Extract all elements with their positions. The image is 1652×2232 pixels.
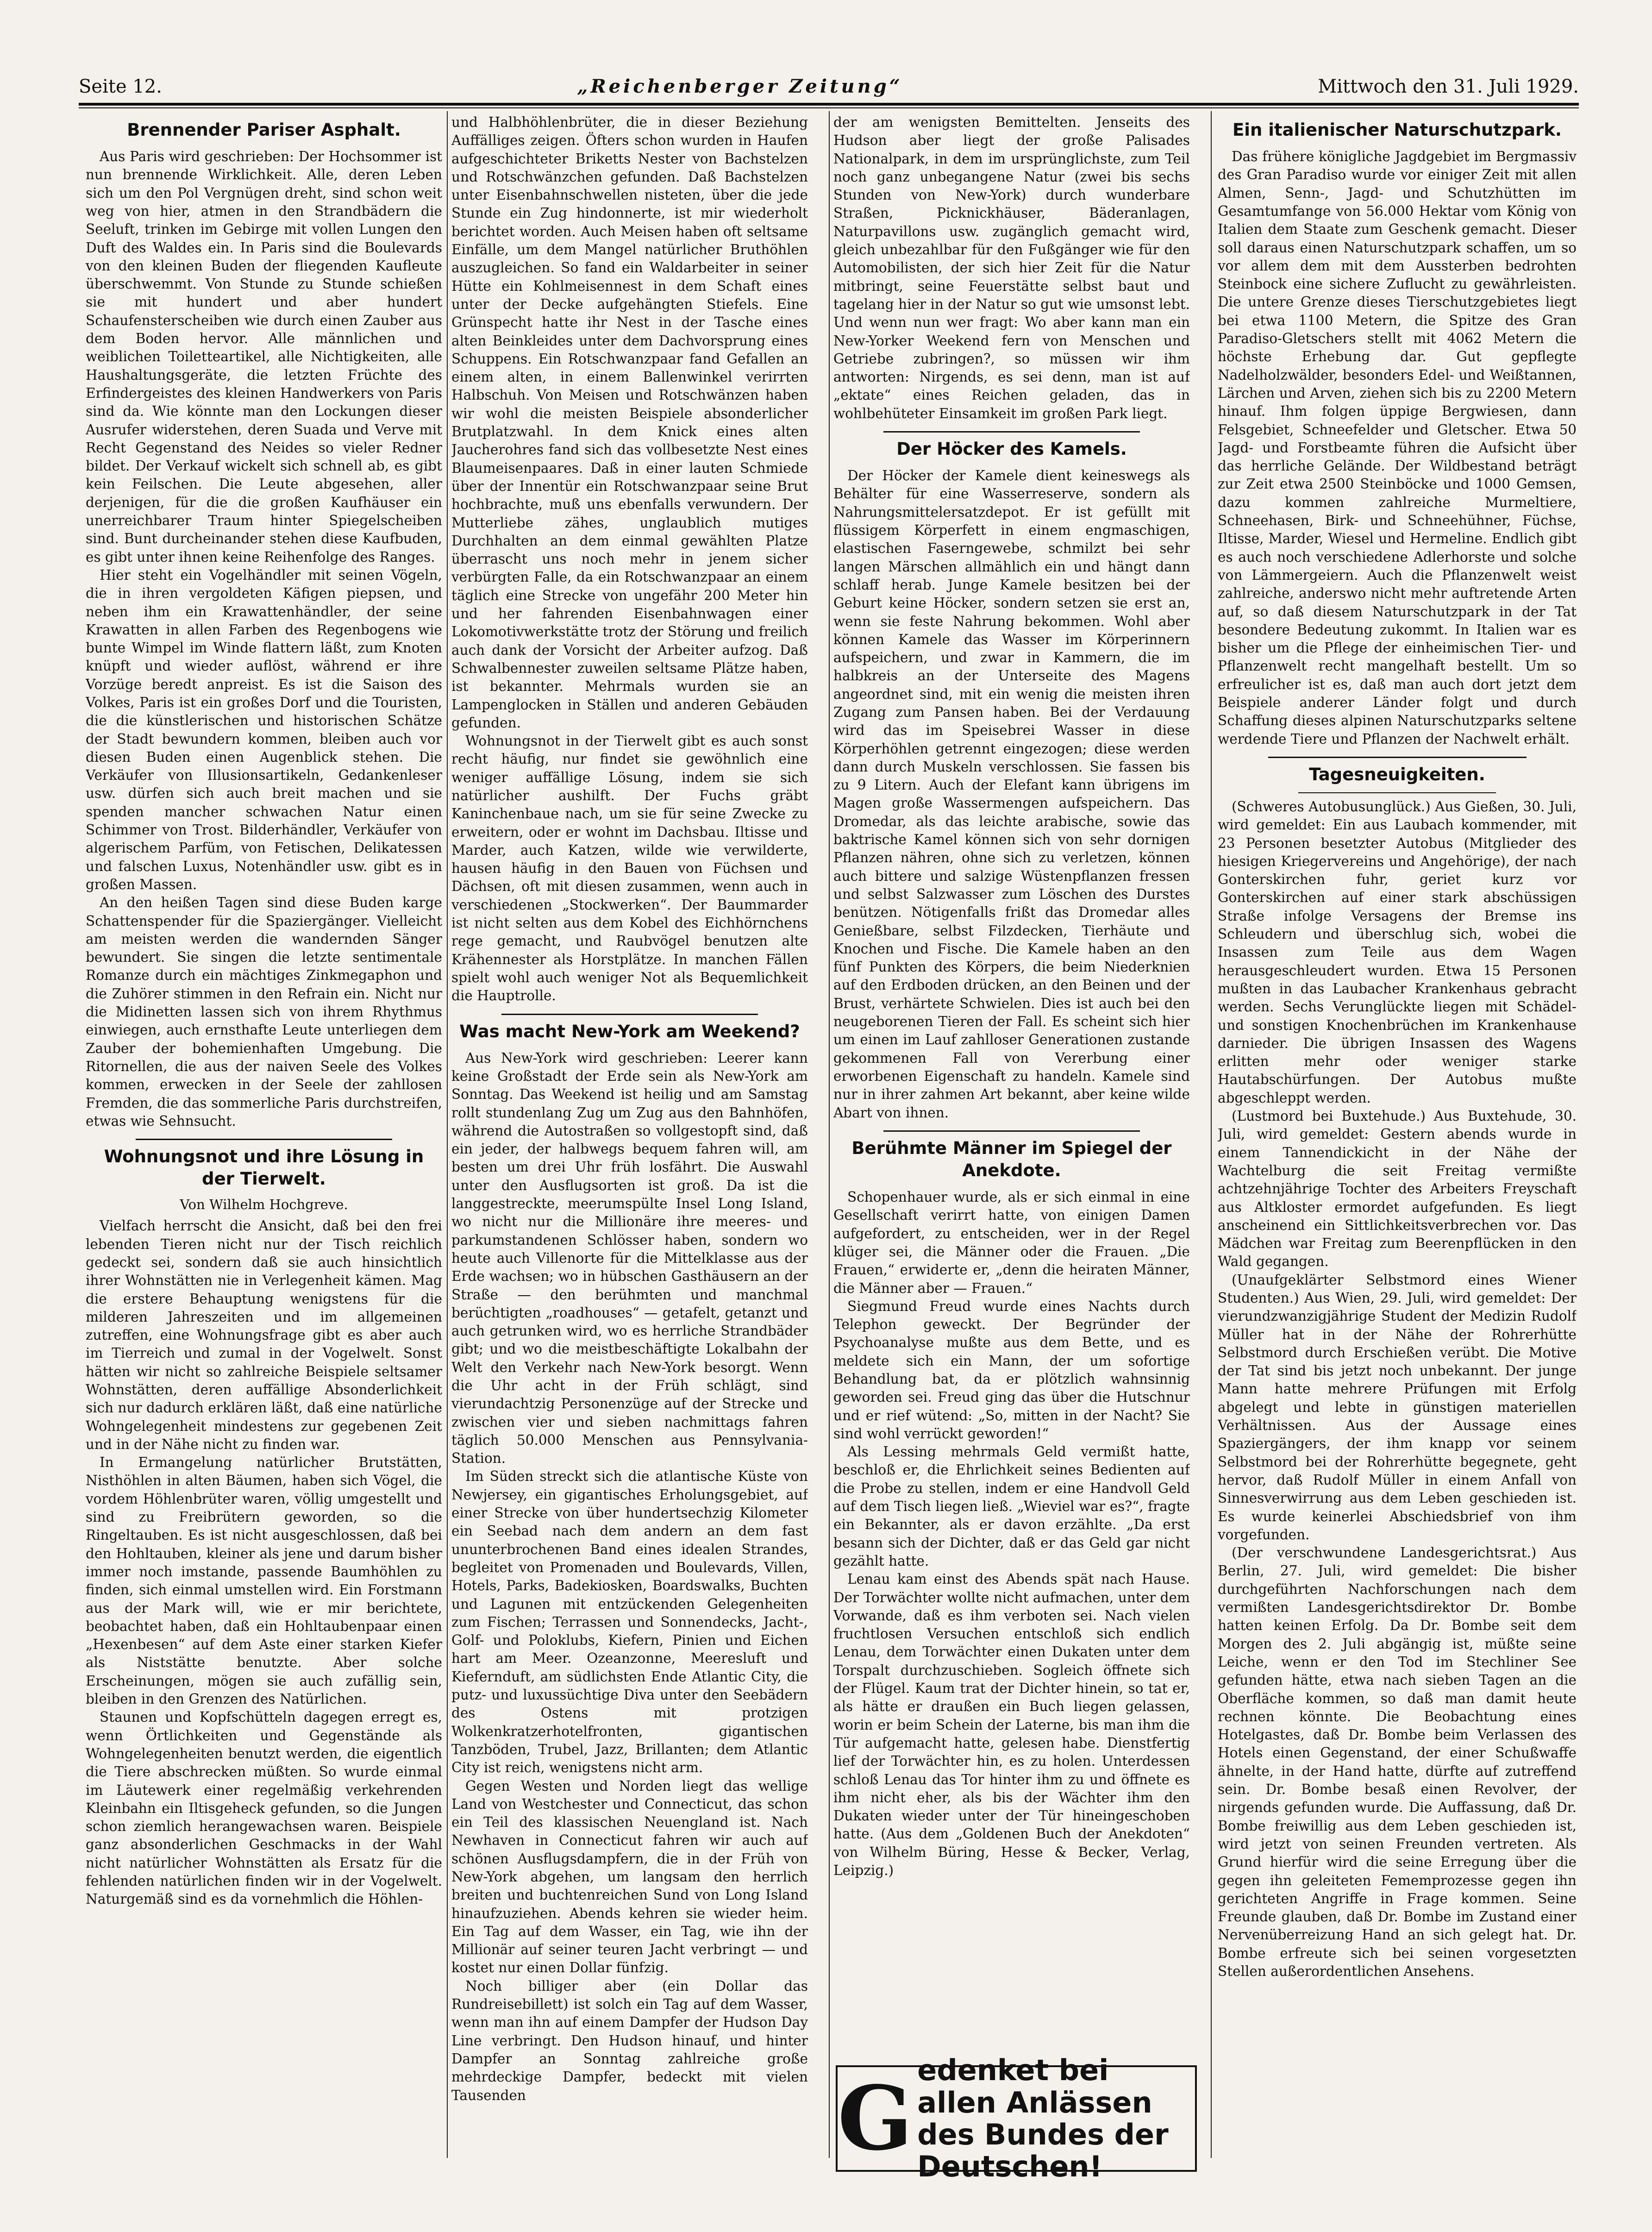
column-rule xyxy=(1211,111,1212,2158)
section-headline: Tagesneuigkeiten. xyxy=(1309,764,1485,784)
article-paragraph: und Halbhöhlenbrüter, die in dieser Beziehung Auffälliges zeigen. Öfters schon wurden in Haufen aufgeschichteter Briketts Nester von Bachstelzen und Rotschwänzchen gefunden. Daß Bachstelzen unter Eisenbahnschwellen nisteten, über die jede Stunde ein Zug hindonnerte, ist mir wiederholt berichtet worden. Auch Meisen haben oft seltsame Einfälle, um dem Mangel natürlicher Bruthöhlen auszugleichen. So fand ein Waldarbeiter in seiner Hütte ein Kohlmeisennest in dem Schaft eines unter der Decke aufgehängten Stiefels. Eine Grünspecht hatte ihr Nest in der Tasche eines alten Beinkleides unter dem Dachvorsprung eines Schuppens. Ein Rotschwanzpaar fand Gefallen an einem alten, in einem Ballenwinkel verirrten Halbschuh. Von Meisen und Rotschwänzen haben wir wohl die meisten Beispiele absonderlicher Brutplatzwahl. In dem Knick eines alten Jaucherohres fand sich das vollbesetzte Nest eines Blaumeisenpaares. Daß in einer lauten Schmiede über der Innentür ein Rotschwanzpaar seine Brut hochbrachte, muß uns ebenfalls verwundern. Der Mutterliebe zähes, unglaublich mutiges Durchhalten an dem einmal gewählten Platze überrascht uns noch mehr in jenem sicher verbürgten Falle, da ein Rotschwanzpaar an einem täglich eine Strecke von ungefähr 200 Meter hin und her fahrenden Eisenbahnwagen einer Lokomotivwerkstätte trotz der Störung und freilich auch dank der Vorsicht der Arbeiter aufzog. Daß Schwalbennester zuweilen seltsame Plätze haben, ist bekannter. Mehrmals wurden sie an Lampenglocken in Ställen und anderen Gebäuden gefunden. xyxy=(451,114,808,731)
advertisement-box xyxy=(836,2053,1197,2184)
newspaper-title: „Reichenberger Zeitung“ xyxy=(577,75,903,97)
article-paragraph: An den heißen Tagen sind diese Buden karge Schattenspender für die Spaziergänger. Vielleicht am meisten werden die wandernden Sänger bewundert. Sie singen die letzte sentimentale Romanze durch ein mächtiges Zinkmegaphon und die Zuhörer stimmen in den Refrain ein. Nicht nur die Midinetten lassen sich von ihrem Rhythmus einwiegen, auch ernsthafte Leute unterliegen dem Zauber der bohemienhaften Umgebung. Die Ritornellen, die aus der naiven Seele des Volkes kommen, erwecken in der Seele der zahllosen Fremden, die das sommerliche Paris durchstreifen, etwas wie Sehnsucht. xyxy=(86,895,442,1129)
page-number: Seite 12. xyxy=(79,76,162,97)
article-paragraph: Lenau kam einst des Abends spät nach Hause. Der Torwächter wollte nicht aufmachen, unter dem Vorwande, daß es ihm verboten sei. Nach vielen fruchtlosen Versuchen entschloß sich endlich Lenau, dem Torwächter einen Dukaten unter dem Torspalt durchzuschieben. Sogleich öffnete sich der Flügel. Kaum trat der Dichter hinein, so tat er, als hätte er draußen ein Buch liegen gelassen, worin er beim Schein der Laterne, bis man ihm die Tür aufgemacht hatte, gelesen habe. Dienstfertig lief der Torwächter hin, es zu holen. Unterdessen schloß Lenau das Tor hinter ihm zu und öffnete es ihm nicht eher, als bis der Wächter ihm den Dukaten wieder unter der Tür hineingeschoben hatte. (Aus dem „Goldenen Buch der Anekdoten“ von Wilhelm Büring, Hesse & Becker, Verlag, Leipzig.) xyxy=(833,1571,1190,1878)
ad-text xyxy=(917,2054,1195,2183)
column-2 xyxy=(451,113,808,2169)
article-byline: Von Wilhelm Hochgreve. xyxy=(180,1197,348,1213)
column-4 xyxy=(1218,113,1577,2169)
masthead xyxy=(79,65,1579,97)
article-paragraph: Der Höcker der Kamele dient keineswegs als Behälter für eine Wasserreserve, sondern als Nahrungsmittelersatzdepot. Er ist gefüllt mit flüssigem Körperfett in einem engmaschigen, elastischen Faserngewebe, schmilzt bei sehr langen Märschen allmählich ein und hängt dann schlaff herab. Junge Kamele besitzen bei der Geburt keine Höcker, sondern setzen sie erst an, wenn sie feste Nahrung bekommen. Wohl aber können Kamele das Wasser im Körperinnern aufspeichern, und zwar in Kammern, die im halbkreis an der Unterseite des Magens angeordnet sind, mit ein wenig die meisten ihren Zugang zum Pansen haben. Bei der Verdauung wird das im Speisebrei Wasser in diese Körperhöhlen getrennt eingezogen; diese werden dann durch Muskeln verschlossen. Sie fassen bis zu 9 Litern. Auch der Elefant kann übrigens im Magen große Wassermengen aufspeichern. Das Dromedar, als das leichte arabische, sowie das baktrische Kamel können sich von sehr dornigen Pflanzen nähren, ohne sich zu verletzen, können auch bittere und salzige Wüstenpflanzen fressen und selbst Salzwasser zum Löschen des Durstes benützen. Nötigenfalls frißt das Dromedar alles Genießbare, selbst Filzdecken, Tierhäute und Knochen und Fische. Die Kamele haben an den fünf Punkten des Körpers, die beim Niederknien auf den Erdboden drücken, an den Beinen und der Brust, verhärtete Schwielen. Dies ist auch bei den neugeborenen Tieren der Fall. Es scheint sich hier um einen im Lauf zahlloser Generationen zustande gekommenen Fall von Vererbung einer erworbenen Eigenschaft zu handeln. Kamele sind nur in ihrer zahmen Art bekannt, aber keine wilde Abart von ihnen. xyxy=(833,468,1190,1121)
article-separator xyxy=(136,1139,392,1140)
ad-initial: G xyxy=(838,2067,913,2170)
article-paragraph: Aus Paris wird geschrieben: Der Hochsommer ist nun brennende Wirklichkeit. Alle, deren Leben sich um den Pol Vergnügen dreht, sind schon weit weg von hier, atmen in den Strandbädern die Seeluft, trinken im Gebirge mit vollen Lungen den Duft des Waldes ein. In Paris sind die Boulevards von den kleinen Buden der fliegenden Kaufleute überschwemmt. Von Stunde zu Stunde schießen sie mit hundert und aber hundert Schaufensterscheiben wie durch einen Zauber aus dem Boden hervor. Alle männlichen und weiblichen Toiletteartikel, alle Nichtigkeiten, alle Haushaltungsgeräte, die letzten Früchte des Erfindergeistes des kleinen Handwerkers von Paris sind da. Wie könnte man den Lockungen dieser Ausrufer widerstehen, deren Suada und Verve mit Recht Gegenstand des Neides so vieler Redner bildet. Der Verkauf wickelt sich schnell ab, es gibt kein Feilschen. Die Leute abgesehen, aller derjenigen, für die die großen Kaufhäuser ein unerreichbarer Traum hinter Spiegelscheiben sind. Bunt durcheinander stehen diese Kaufbuden, es gibt unter ihnen keine Reihenfolge des Ranges. xyxy=(86,149,442,565)
masthead-rule-thin xyxy=(79,107,1579,108)
column-3 xyxy=(833,113,1190,2058)
article-paragraph: der am wenigsten Bemittelten. Jenseits des Hudson aber liegt der große Palisades Nationalpark, in dem im ursprünglichste, zum Teil noch ganz unbegangene Natur (zwei bis sechs Stunden von New-York) durch wunderbare Straßen, Picknickhäuser, Bäderanlagen, Naturpavillons usw. zugänglich gemacht wird, gleich unbezahlbar für den Fußgänger wie für den Automobilisten, der sich hier Zeit für die Natur mitbringt, seine Feuerstätte selbst baut und tagelang hier in der Natur so gut wie umsonst lebt. Und wenn nun wer fragt: Wo aber kann man ein New-Yorker Weekend fern von Menschen und Getriebe zubringen?, so müssen wir ihm antworten: Nirgends, es sei denn, man ist auf „ektate“ eines Reichen geladen, das in wohlbehüteter Einsamkeit im großen Park liegt. xyxy=(833,114,1190,421)
article-paragraph: Das frühere königliche Jagdgebiet im Bergmassiv des Gran Paradiso wurde vor einiger Zeit mit allen Almen, Senn-, Jagd- und Schutzhütten im Gesamtumfange von 56.000 Hektar vom König von Italien dem Staate zum Geschenk gemacht. Dieser soll daraus einen Naturschutzpark schaffen, um so vor allem dem mit dem Aussterben bedrohten Steinbock eine sichere Zuflucht zu gewährleisten. Die untere Grenze dieses Tierschutzgebietes liegt bei etwa 1100 Metern, die Spitze des Gran Paradiso-Gletschers stellt mit 4062 Metern die höchste Erhebung dar. Gut gepflegte Nadelholzwälder, besonders Edel- und Weißtannen, Lärchen und Arven, ziehen sich bis zu 2200 Metern hinauf. Ihm folgen üppige Bergwiesen, dann Felsgebiet, Schneefelder und Gletscher. Etwa 50 Jagd- und Forstbeamte führen die Aufsicht über das herrliche Gelände. Der Wildbestand beträgt zur Zeit etwa 2500 Steinböcke und 1000 Gemsen, dazu kommen zahlreiche Murmeltiere, Schneehasen, Birk- und Schneehühner, Füchse, Iltisse, Marder, Wiesel und Hermeline. Endlich gibt es auch noch verschiedene Adlerhorste und solche von Lämmergeiern. Auch die Pflanzenwelt weist zahlreiche, anderswo nicht mehr auftretende Arten auf, so daß diesem Naturschutzpark in der Tat besondere Bedeutung zukommt. In Italien war es bisher um die Pflege der einheimischen Tier- und Pflanzenwelt recht mangelhaft bestellt. Um so erfreulicher ist es, daß man auch dort jetzt dem Beispiele anderer Länder folgt und durch Schaffung dieses alpinen Naturschutzparks seltene werdende Tiere und Pflanzen der Nachwelt erhält. xyxy=(1218,149,1577,747)
article-headline: Wohnungsnot und ihre Lösung in der Tierwelt. xyxy=(104,1147,424,1189)
article-paragraph: Als Lessing mehrmals Geld vermißt hatte, beschloß er, die Ehrlichkeit seines Bedienten auf die Probe zu stellen, indem er eine Handvoll Geld auf dem Tisch liegen ließ. „Wieviel war es?“, fragte ein Bekannter, als er davon erzählte. „Da erst besann sich der Dichter, daß er das Geld gar nicht gezählt hatte. xyxy=(833,1444,1190,1569)
article-headline: Ein italienischer Naturschutzpark. xyxy=(1233,120,1562,140)
ad-line-1: edenket bei allen Anlässen xyxy=(917,2053,1152,2119)
article-headline: Berühmte Männer im Spiegel der Anekdote. xyxy=(851,1138,1172,1180)
article-paragraph: Siegmund Freud wurde eines Nachts durch Telephon geweckt. Der Begründer der Psychoanalyse mußte aus dem Bette, und es meldete sich ein Mann, der um sofortige Behandlung bat, da er plötzlich wahnsinnig geworden sei. Freud ging das über die Hutschnur und er rief wütend: „So, mitten in der Nacht? Sie sind wohl verrückt geworden!“ xyxy=(833,1298,1190,1442)
article-separator xyxy=(501,1014,758,1015)
column-1 xyxy=(86,113,442,2169)
article-paragraph: Schopenhauer wurde, als er sich einmal in eine Gesellschaft verirrt hatte, von einigen Damen aufgefordert, zu entscheiden, wer in der Regel klüger sei, die Männer oder die Frauen. „Die Frauen,“ erwiderte er, „denn die heiraten Männer, die Männer aber — Frauen.“ xyxy=(833,1189,1190,1296)
article-separator xyxy=(1268,757,1527,758)
article-headline: Der Höcker des Kamels. xyxy=(896,439,1127,459)
ad-line-2: des Bundes der Deutschen! xyxy=(917,2118,1169,2184)
article-paragraph: Aus New-York wird geschrieben: Leerer kann keine Großstadt der Erde sein als New-York am Sonntag. Das Weekend ist heilig und am Samstag rollt stundenlang Zug um Zug aus den Bahnhöfen, während die Autostraßen so vollgestopft sind, daß ein jeder, der halbwegs bequem fahren will, am besten um drei Uhr früh losfährt. Die Auswahl unter den Ausflugsorten ist groß. Da ist die langgestreckte, meerumspülte Insel Long Island, wo nicht nur die Millionäre ihre meeres- und parkumstandenen Schlösser haben, sondern wo heute auch Villenorte für die Mittelklasse aus der Erde wachsen; wo in hübschen Gasthäusern an der Straße — den berühmten und manchmal berüchtigten „roadhouses“ — getafelt, getanzt und auch getrunken wird, wo es herrliche Strandbäder gibt; und wo die meistbeschäftigte Lokalbahn der Welt den Verkehr nach New-York besorgt. Wenn die Uhr acht in der Früh schlägt, sind vierundachtzig Personenzüge auf der Strecke und zwischen vier und sieben nachmittags fahren täglich 50.000 Menschen aus Pennsylvania-Station. xyxy=(451,1050,808,1467)
article-paragraph: Gegen Westen und Norden liegt das wellige Land von Westchester und Connecticut, das schon ein Teil des klassischen Neuengland ist. Nach Newhaven in Connecticut fahren wir auch auf schönen Ausflugsdampfern, die in der Früh von New-York abgehen, um langsam den herrlich breiten und buchtenreichen Sund von Long Island hinaufzuziehen. Abends kehren sie wieder heim. Ein Tag auf dem Wasser, ein Tag, wie ihn der Millionär auf seiner teuren Jacht verbringt — und kostet nur einen Dollar fünfzig. xyxy=(451,1778,808,1976)
issue-date: Mittwoch den 31. Juli 1929. xyxy=(1318,76,1579,97)
news-item: (Der verschwundene Landesgerichtsrat.) Aus Berlin, 27. Juli, wird gemeldet: Die bisher durchgeführten Nachforschungen nach dem vermißten Landesgerichtsdirektor Dr. Bombe hatten keinen Erfolg. Da Dr. Bombe seit dem Morgen des 2. Juli abgängig ist, müßte seine Leiche, wenn er den Tod im Stechliner See gefunden hätte, etwa nach sieben Tagen an die Oberfläche kommen, so daß man damit heute rechnen könnte. Die Beobachtung eines Hotelgastes, daß Dr. Bombe beim Verlassen des Hotels einen Gegenstand, der einer Schußwaffe ähnelte, in der Hand hatte, dürfte auf zutreffend sein. Dr. Bombe besaß einen Revolver, der nirgends gefunden wurde. Die Auffassung, daß Dr. Bombe freiwillig aus dem Leben geschieden ist, wird jetzt von seinen Freunden vertreten. Als Grund hierfür wird die seine Erregung über die gegen ihn geleiteten Fememprozesse gegen ihn gerichteten Angriffe in Frage kommen. Seine Freunde glauben, daß Dr. Bombe im Zustand einer Nervenüberreizung Hand an sich gelegt hat. Dr. Bombe erfreute sich bei seinen vorgesetzten Stellen außerordentlichen Ansehens. xyxy=(1218,1545,1577,1979)
section-underline xyxy=(1298,792,1496,793)
article-paragraph: Hier steht ein Vogelhändler mit seinen Vögeln, die in ihren vergoldeten Käfigen piepsen, und neben ihm ein Krawattenhändler, der seine Krawatten in allen Farben des Regenbogens wie bunte Wimpel im Winde flattern läßt, zum Knoten knüpft und wieder auflöst, während er ihre Vorzüge beredt anpreist. Es ist die Saison des Volkes, Paris ist ein großes Dorf und die Touristen, die die künstlerischen und historischen Schätze der Stadt bewundern kommen, bleiben auch vor diesen Buden einen Augenblick stehen. Die Verkäufer von Illusionsartikeln, Gedankenleser usw. dürfen sich auch breit machen und sie spenden mancher schwachen Natur einen Schimmer von Trost. Bilderhändler, Verkäufer von algerischem Parfüm, von Fetischen, Delikatessen und falschen Luxus, Notenhändler usw. gibt es in großen Massen. xyxy=(86,567,442,892)
article-headline: Brennender Pariser Asphalt. xyxy=(127,120,401,140)
news-item: (Lustmord bei Buxtehude.) Aus Buxtehude, 30. Juli, wird gemeldet: Gestern abends wurde in einem Tannendickicht in der Nähe der Wachtelburg die seit Freitag vermißte achtzehnjährige Tochter des Arbeiters Freyschaft aus Altkloster ermordet aufgefunden. Es liegt anscheinend ein Sittlichkeitsverbrechen vor. Das Mädchen war Freitag zum Beerenpflücken in den Wald gegangen. xyxy=(1218,1108,1577,1270)
news-item: (Schweres Autobusunglück.) Aus Gießen, 30. Juli, wird gemeldet: Ein aus Laubach kommender, mit 23 Personen besetzter Autobus (Mitglieder des hiesigen Kriegervereins und Angehörige), der nach Gonterskirchen fuhr, geriet kurz vor Gonterskirchen auf einer stark abschüssigen Straße infolge Versagens der Bremse ins Schleudern und überschlug sich, wobei die Insassen zum Teile aus dem Wagen herausgeschleudert wurden. Etwa 15 Personen mußten in das Laubacher Krankenhaus gebracht werden. Sechs Verunglückte liegen mit Schädel- und sonstigen Knochenbrüchen im Krankenhause darnieder. Die übrigen Insassen des Wagens erlitten mehr oder weniger starke Hautabschürfungen. Der Autobus mußte abgeschleppt werden. xyxy=(1218,798,1577,1106)
article-paragraph: Im Süden streckt sich die atlantische Küste von Newjersey, ein gigantisches Erholungsgebiet, auf einer Strecke von über hundertsechzig Kilometer ein Seebad nach dem andern an dem fast ununterbrochenen Band eines idealen Strandes, begleitet von Promenaden und Boulevards, Villen, Hotels, Parks, Badekiosken, Boardswalks, Buchten und Lagunen mit entzückenden Gelegenheiten zum Fischen; Terrassen und Sonnendecks, Jacht-, Golf- und Poloklubs, Kiefern, Pinien und Eichen hart am Meer. Ozeanzonne, Meeresluft und Kiefernduft, am südlichsten Ende Atlantic City, die putz- und luxussüchtige Diva unter den Seebädern des Ostens mit protzigen Wolkenkratzerhotelfronten, gigantischen Tanzböden, Trubel, Jazz, Brillanten; dem Atlantic City ist reich, wenigstens nicht arm. xyxy=(451,1468,808,1776)
article-paragraph: Wohnungsnot in der Tierwelt gibt es auch sonst recht häufig, nur findet sie gewöhnlich eine weniger auffällige Lösung, indem sie sich natürlicher aushilft. Der Fuchs gräbt Kaninchenbaue nach, um sie für seine Zwecke zu erweitern, oder er wohnt im Dachsbau. Iltisse und Marder, auch Katzen, wilde wie verwilderte, hausen häufig in den Bauen von Füchsen und Dächsen, oft mit diesen zusammen, wenn auch in verschiedenen „Stockwerken“. Der Baummarder ist nicht selten aus dem Kobel des Eichhörnchens rege gemacht, und Raubvögel benutzen alte Krähennester als Horstplätze. In manchen Fällen spielt wohl auch weniger Not als Bequemlichkeit die Hauptrolle. xyxy=(451,733,808,1004)
article-paragraph: Vielfach herrscht die Ansicht, daß bei den frei lebenden Tieren nicht nur der Tisch reichlich gedeckt sei, sondern daß sie auch hinsichtlich ihrer Wohnstätten nie in Verlegenheit kämen. Mag die erstere Behauptung wenigstens für die milderen Jahreszeiten und im allgemeinen zutreffen, eine Wohnungsfrage gibt es aber auch im Tierreich und zumal in der Vogelwelt. Sonst hätten wir nicht so zahlreiche Beispiele seltsamer Wohnstätten, deren auffällige Absonderlichkeit sich nur dadurch erklären läßt, daß eine natürliche Wohngelegenheit mindestens zur gegebenen Zeit und in der Nähe nicht zu finden war. xyxy=(86,1218,442,1452)
article-separator xyxy=(883,1130,1140,1132)
news-item: (Unaufgeklärter Selbstmord eines Wiener Studenten.) Aus Wien, 29. Juli, wird gemeldet: Der vierundzwanzigjährige Student der Medizin Rudolf Müller hat in der Nähe der Rohrerhütte Selbstmord durch Erschießen verübt. Die Motive der Tat sind bis jetzt noch unbekannt. Der junge Mann hatte mehrere Prüfungen mit Erfolg abgelegt und lebte in günstigen materiellen Verhältnissen. Aus der Aussage eines Spaziergängers, der ihm knapp vor seinem Selbstmord bei der Rohrerhütte begegnete, geht hervor, daß Rudolf Müller in einem Anfall von Sinnesverwirrung aus dem Leben geschieden ist. Es wurde keinerlei Abschiedsbrief von ihm vorgefunden. xyxy=(1218,1272,1577,1542)
article-headline: Was macht New-York am Weekend? xyxy=(459,1021,800,1041)
masthead-rule xyxy=(79,103,1579,106)
article-paragraph: In Ermangelung natürlicher Brutstätten, Nisthöhlen in alten Bäumen, haben sich Vögel, die vordem Höhlenbrüter waren, völlig umgestellt und sind zu Freibrütern geworden, so die Ringeltauben. Es ist nicht ausgeschlossen, daß bei den Hohltauben, kleiner als jene und darum bisher immer noch imstande, passende Baumhöhlen zu finden, sich einmal umstellen wird. Ein Forstmann aus der Mark will, wie er mir berichtete, beobachtet haben, daß ein Hohltaubenpaar einen „Hexenbesen“ auf dem Aste einer starken Kiefer als Niststätte benutzte. Aber solche Erscheinungen, mögen sie auch zufällig sein, bleiben in den Grenzen des Natürlichen. xyxy=(86,1455,442,1707)
column-rule xyxy=(447,111,448,2158)
article-paragraph: Noch billiger aber (ein Dollar das Rundreisebillett) ist solch ein Tag auf dem Wasser, wenn man ihn auf einem Dampfer der Hudson Day Line verbringt. Den Hudson hinauf, und hinter Dampfer an Sonntag zahlreiche große mehrdeckige Dampfer, bedeckt mit vielen Tausenden xyxy=(451,1978,808,2103)
column-rule xyxy=(829,111,830,2158)
article-paragraph: Staunen und Kopfschütteln dagegen erregt es, wenn Örtlichkeiten und Gegenstände als Wohngelegenheiten benutzt werden, die eigentlich die Tiere abschrecken müßten. So wurde einmal im Läutewerk einer regelmäßig verkehrenden Kleinbahn ein Iltisgeheck gefunden, so die Jungen schon ziemlich herangewachsen waren. Beispiele ganz absonderlichen Geschmacks in der Wahl nicht natürlicher Wohnstätten als Ersatz für die fehlenden natürlichen finden wir in der Vogelwelt. Naturgemäß sind es da vornehmlich die Höhlen- xyxy=(86,1709,442,1907)
article-separator xyxy=(883,431,1140,433)
